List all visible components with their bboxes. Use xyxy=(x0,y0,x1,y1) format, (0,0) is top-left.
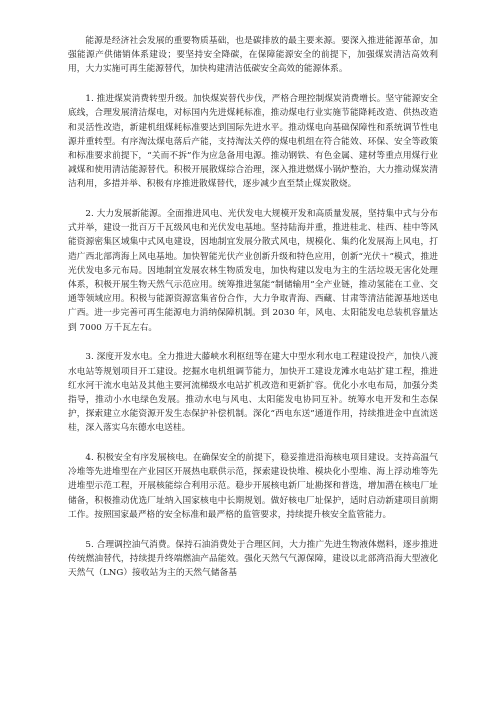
intro-paragraph: 能源是经济社会发展的重要物质基础，也是碳排放的最主要来源。要深入推进能源革命，加强能源产供储销体系建设；要坚持安全降碳，在保障能源安全的前提下，加强煤炭清洁高效利用，大力实施可再生能源替代，加快构建清洁低碳安全高效的能源体系。 xyxy=(68,36,438,75)
nuclear-paragraph: 4. 积极安全有序发展核电。在确保安全的前提下，稳妥推进沿海核电项目建设。支持高温气冷堆等先进堆型在产业园区开展热电联供示范，探索建设快堆、模块化小型堆、海上浮动堆等先进堆型示范工程，开展核能综合利用示范。稳步开展核电新厂址勘探和普选，增加潜在核电厂址储备，积极推动优选厂址纳入国家核电中长期规划。做好核电厂址保护，适时启动新建项目前期工作。按照国家最严格的安全标准和最严格的监管要求，持续提升核安全监管能力。 xyxy=(68,453,438,520)
new-energy-paragraph: 2. 大力发展新能源。全面推进风电、光伏发电大规模开发和高质量发展，坚持集中式与分布式并举，建设一批百万千瓦级风电和光伏发电基地。坚持陆海并重，推进桂北、桂西、桂中等风能资源密集区域集中式风电建设，因地制宜发展分散式风电，规模化、集约化发展海上风电，打造广西北部湾海上风电基地。加快智能光伏产业创新升级和特色应用，创新“光伏＋”模式，推进光伏发电多元布局。因地制宜发展农林生物质发电，加快构建以发电为主的生活垃圾无害化处理体系，积极开展生物天然气示范应用。统筹推进氢能“制储输用”全产业链，推动氢能在工业、交通等领域应用。积极与能源资源富集省份合作，大力争取青海、西藏、甘肃等清洁能源基地送电广西。进一步完善可再生能源电力消纳保障机制。到 2030 年，风电、太阳能发电总装机容量达到 7000 万千瓦左右。 xyxy=(68,209,438,333)
oil-gas-paragraph: 5. 合理调控油气消费。保持石油消费处于合理区间，大力推广先进生物液体燃料，逐步推进传统燃油替代，持续提升终端燃油产品能效。强化天然气气源保障，建设以北部湾沿海大型液化天然气（LNG）接收站为主的天然气储备基 xyxy=(68,539,438,578)
coal-transition-paragraph: 1. 推进煤炭消费转型升级。加快煤炭替代步伐，严格合理控制煤炭消费增长。坚守能源安全底线，合理发展清洁煤电，对标国内先进煤耗标准，推动煤电行业实施节能降耗改造、供热改造和灵活性改造，新建机组煤耗标准要达到国际先进水平。推动煤电向基础保障性和系统调节性电源并重转型。有序淘汰煤电落后产能，支持淘汰关停的煤电机组在符合能效、环保、安全等政策和标准要求前提下，“关而不拆”作为应急备用电源。推动钢铁、有色金属、建材等重点用煤行业减煤和使用清洁能源替代。积极开展散煤综合治理，深入推进燃煤小锅炉整治，大力推动煤炭清洁利用，多措并举、积极有序推进散煤替代，逐步减少直至禁止煤炭散烧。 xyxy=(68,94,438,190)
hydropower-paragraph: 3. 深度开发水电。全力推进大藤峡水利枢纽等在建大中型水利水电工程建设投产，加快八渡水电站等规划项目开工建设。挖掘水电机组调节能力，加快开工建设龙滩水电站扩建工程，推进红水河干流水电站及其他主要河流梯级水电站扩机改造和更新扩容。优化小水电布局，加强分类指导，推动小水电绿色发展。推动水电与风电、太阳能发电协同互补。统筹水电开发和生态保护，探索建立水能资源开发生态保护补偿机制。深化“西电东送”通道作用，持续推进金中直流送桂，深入落实乌东德水电送桂。 xyxy=(68,352,438,434)
